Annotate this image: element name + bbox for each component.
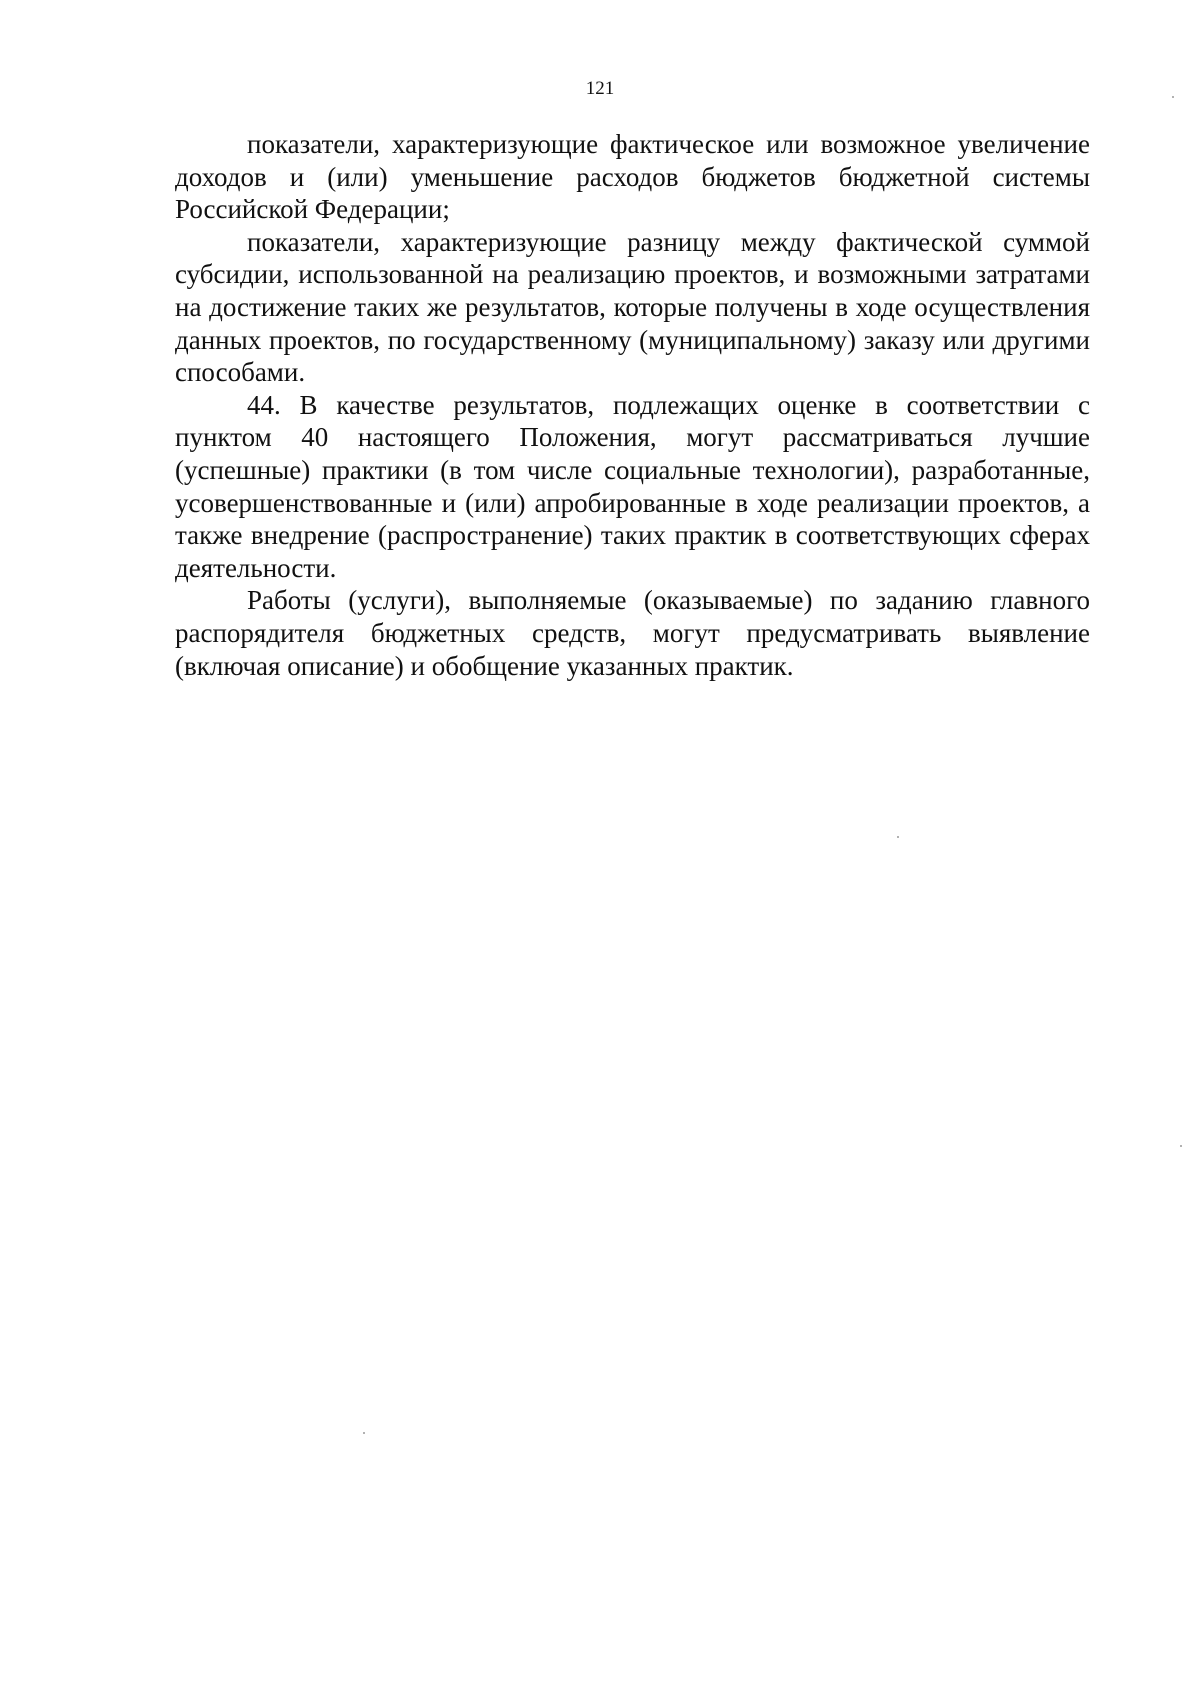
document-body <box>175 128 1090 682</box>
scan-speck <box>1172 96 1174 98</box>
page-number: 121 <box>585 78 615 99</box>
paragraph-indicators-income: показатели, характеризующие фактическое или возможное увеличение доходов и (или) уменьшение расходов бюджетов бюджетной системы Российской Федерации; <box>175 129 1090 225</box>
paragraph-clause-44: 44. В качестве результатов, подлежащих оценке в соответствии с пунктом 40 настоящего Положения, могут рассматриваться лучшие (успешные) практики (в том числе социальные технологии), разработанные, усовершенствованные и (или) апробированные в ходе реализации проектов, а также внедрение (распространение) таких практик в соответствующих сферах деятельности. <box>175 389 1090 583</box>
paragraph-indicators-cost-difference: показатели, характеризующие разницу между фактической суммой субсидии, использованной на реализацию проектов, и возможными затратами на достижение таких же результатов, которые получены в ходе осуществления данных проектов, по государственному (муниципальному) заказу или другими способами. <box>175 226 1090 388</box>
scan-speck <box>363 1432 365 1434</box>
scan-speck <box>897 836 899 838</box>
paragraph-works-services: Работы (услуги), выполняемые (оказываемые) по заданию главного распорядителя бюджетных средств, могут предусматривать выявление (включая описание) и обобщение указанных практик. <box>175 585 1090 681</box>
scan-speck <box>1180 1145 1182 1147</box>
